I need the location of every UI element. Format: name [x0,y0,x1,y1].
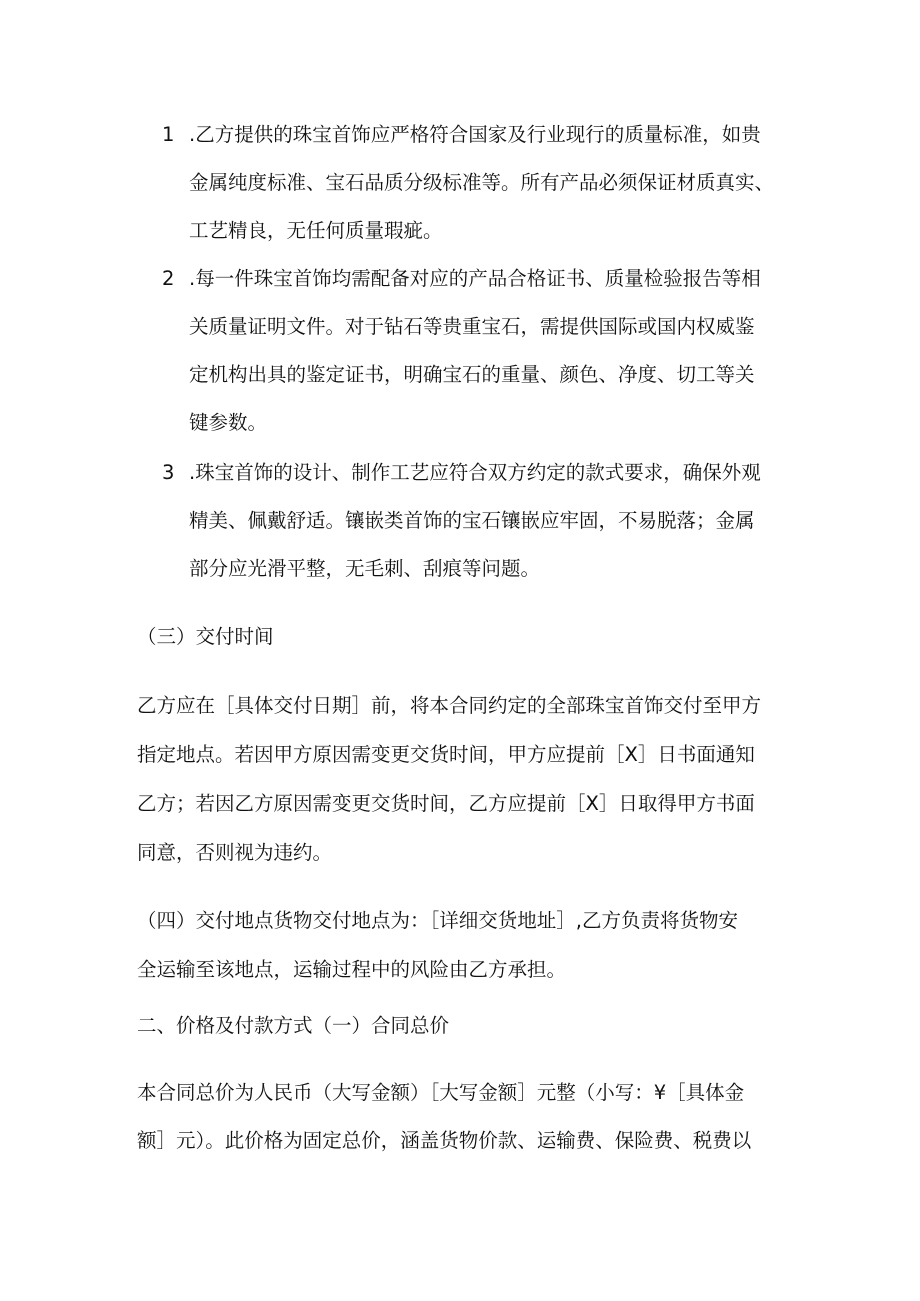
list-item-number: 1 [162,123,175,146]
list-item-text: 定机构出具的鉴定证书，明确宝石的重量、颜色、净度、切工等关 [189,363,755,386]
list-item-text: 关质量证明文件。对于钻石等贵重宝石，需提供国际或国内权威鉴 [189,315,755,338]
paragraph-text: 全运输至该地点，运输过程中的风险由乙方承担。 [137,958,567,981]
list-item-text: 键参数。 [189,411,268,434]
list-item-number: 3 [162,461,175,484]
paragraph-text: 额］元）。此价格为固定总价，涵盖货物价款、运输费、保险费、税费以 [137,1129,752,1152]
list-item-text: 部分应光滑平整，无毛刺、刮痕等问题。 [189,557,541,580]
list-item-text: .珠宝首饰的设计、制作工艺应符合双方约定的款式要求，确保外观 [189,461,761,484]
list-item-text: 金属纯度标准、宝石品质分级标准等。所有产品必须保证材质真实、 [189,171,775,194]
paragraph-text: （四）交付地点货物交付地点为：［详细交货地址］,乙方负责将货物安 [137,909,738,932]
paragraph-text: 同意，否则视为违约。 [137,841,333,864]
paragraph-text: 指定地点。若因甲方原因需变更交货时间，甲方应提前［X］日书面通知 [137,743,755,766]
heading-text: 二、价格及付款方式（一）合同总价 [137,1014,450,1037]
list-item-text: .每一件珠宝首饰均需配备对应的产品合格证书、质量检验报告等相 [189,267,761,290]
heading-text: （三）交付时间 [137,625,274,648]
list-item-text: 工艺精良，无任何质量瑕疵。 [189,219,443,242]
list-item-text: .乙方提供的珠宝首饰应严格符合国家及行业现行的质量标准，如贵 [189,123,761,146]
paragraph-text: 本合同总价为人民币（大写金额）［大写金额］元整（小写：¥［具体金 [137,1081,745,1104]
paragraph-text: 乙方；若因乙方原因需变更交货时间，乙方应提前［X］日取得甲方书面 [137,792,755,815]
list-item-number: 2 [162,267,175,290]
paragraph-text: 乙方应在［具体交付日期］前，将本合同约定的全部珠宝首饰交付至甲方 [137,694,762,717]
list-item-text: 精美、佩戴舒适。镶嵌类首饰的宝石镶嵌应牢固，不易脱落；金属 [189,509,755,532]
